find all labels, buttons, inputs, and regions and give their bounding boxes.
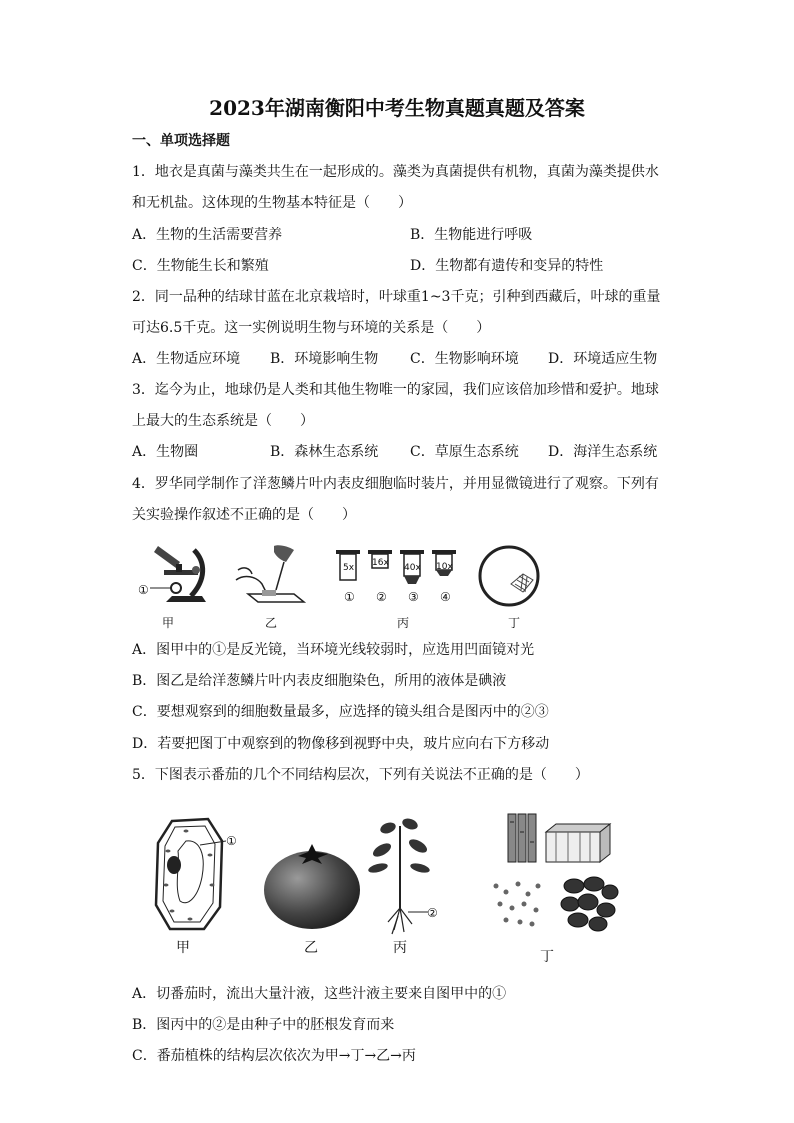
q5-option-a: A．切番茄时，流出大量汁液，这些汁液主要来自图甲中的①: [132, 986, 507, 1002]
tomato-figure: [262, 840, 362, 930]
q4-stem-line1: 4．罗华同学制作了洋葱鳞片叶内表皮细胞临时装片，并用显微镜进行了观察。下列有: [132, 476, 659, 492]
q1-stem-line1: 1．地衣是真菌与藻类共生在一起形成的。藻类为真菌提供有机物，真菌为藻类提供水: [132, 164, 659, 180]
q4-option-c: C．要想观察到的细胞数量最多，应选择的镜头组合是图丙中的②③: [132, 704, 549, 720]
lens-2-label: 16x: [372, 558, 389, 568]
lens-4-label: 10x: [436, 562, 453, 572]
q5-option-b: B．图丙中的②是由种子中的胚根发育而来: [132, 1017, 395, 1033]
q5-mark-1: ①: [226, 834, 237, 848]
q4-stem-line2: 关实验操作叙述不正确的是（ ）: [132, 507, 356, 523]
q5-option-c: C．番茄植株的结构层次依次为甲→丁→乙→丙: [132, 1048, 416, 1064]
q4-label-jia: 甲: [162, 616, 175, 630]
q4-option-b: B．图乙是给洋葱鳞片叶内表皮细胞染色，所用的液体是碘液: [132, 673, 507, 689]
q3-option-b: B．森林生态系统: [270, 444, 379, 460]
tissues-figure: [490, 812, 622, 940]
q2-option-a: A．生物适应环境: [132, 351, 241, 367]
lens-num-2: ②: [376, 590, 387, 604]
seedling-figure: [368, 812, 434, 936]
q5-mark-2: ②: [427, 906, 438, 920]
q1-option-c: C．生物能生长和繁殖: [132, 258, 269, 274]
q1-option-d: D．生物都有遗传和变异的特性: [410, 258, 604, 274]
q4-option-d: D．若要把图丁中观察到的物像移到视野中央，玻片应向右下方移动: [132, 736, 550, 752]
q1-option-a: A．生物的生活需要营养: [132, 227, 283, 243]
q3-option-d: D．海洋生态系统: [548, 444, 658, 460]
staining-figure: [234, 540, 314, 605]
section-heading: 一、单项选择题: [132, 133, 230, 149]
lens-num-4: ④: [440, 590, 451, 604]
q2-stem-line1: 2．同一品种的结球甘蓝在北京栽培时，叶球重1~3千克；引种到西藏后，叶球的重量: [132, 289, 661, 305]
q3-stem-line1: 3．迄今为止，地球仍是人类和其他生物唯一的家园，我们应该倍加珍惜和爱护。地球: [132, 382, 659, 398]
microscope-figure: [136, 540, 216, 610]
lens-num-3: ③: [408, 590, 419, 604]
lens-num-1: ①: [344, 590, 355, 604]
q5-stem: 5．下图表示番茄的几个不同结构层次，下列有关说法不正确的是（ ）: [132, 767, 589, 783]
q3-option-a: A．生物圈: [132, 444, 199, 460]
q2-option-b: B．环境影响生物: [270, 351, 379, 367]
field-of-view-figure: [477, 544, 541, 608]
lens-1-label: 5x: [343, 563, 355, 573]
lens-3-label: 40x: [404, 563, 421, 573]
q5-label-bing: 丙: [393, 940, 407, 956]
q5-label-yi: 乙: [304, 940, 318, 956]
q2-option-d: D．环境适应生物: [548, 351, 658, 367]
q4-label-yi: 乙: [265, 616, 278, 630]
q3-stem-line2: 上最大的生态系统是（ ）: [132, 413, 314, 429]
q5-label-ding: 丁: [540, 949, 554, 965]
q2-option-c: C．生物影响环境: [410, 351, 519, 367]
q5-label-jia: 甲: [176, 940, 190, 956]
q4-label-bing: 丙: [397, 616, 410, 630]
q1-stem-line2: 和无机盐。这体现的生物基本特征是（ ）: [132, 195, 412, 211]
plant-cell-figure: [150, 815, 230, 933]
q3-option-c: C．草原生态系统: [410, 444, 519, 460]
q4-label-ding: 丁: [508, 616, 521, 630]
q4-option-a: A．图甲中的①是反光镜，当环境光线较弱时，应选用凹面镜对光: [132, 642, 535, 658]
q1-option-b: B．生物能进行呼吸: [410, 227, 533, 243]
q4-mark-1: ①: [138, 583, 149, 597]
q2-stem-line2: 可达6.5千克。这一实例说明生物与环境的关系是（ ）: [132, 320, 491, 336]
page-title: 2023年湖南衡阳中考生物真题真题及答案: [209, 96, 585, 120]
